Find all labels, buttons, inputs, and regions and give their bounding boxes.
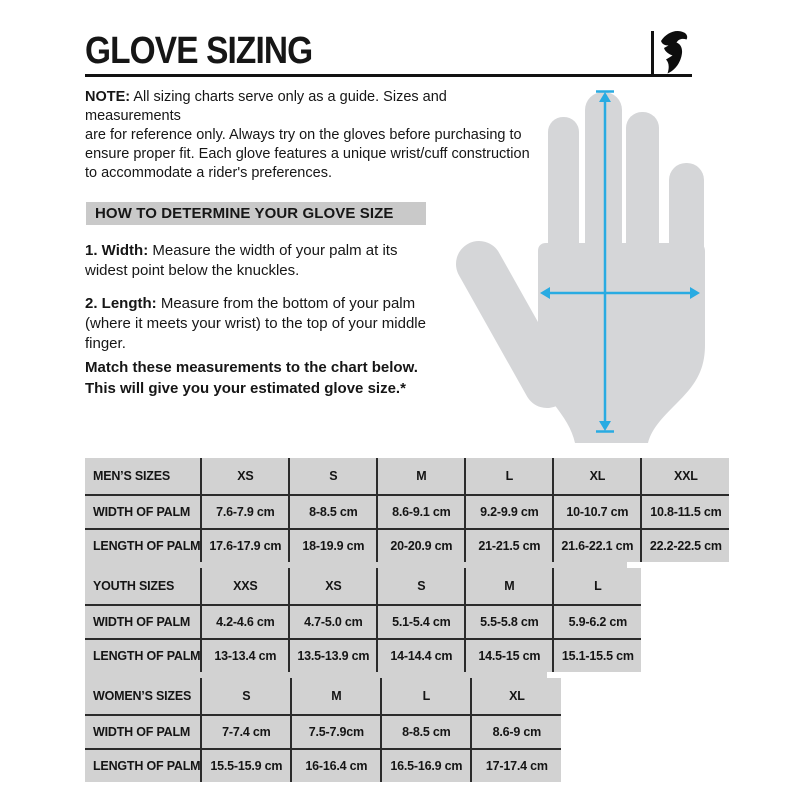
row-label: WIDTH OF PALM (85, 605, 201, 639)
size-value-cell: 21-21.5 cm (465, 529, 553, 562)
row-label: WIDTH OF PALM (85, 715, 201, 749)
thor-helmet-icon (659, 30, 689, 74)
note-line: to accommodate a rider's preferences. (85, 165, 332, 181)
size-value-cell: 5.1-5.4 cm (377, 605, 465, 639)
size-column-header: XS (201, 458, 289, 495)
size-value-cell: 4.7-5.0 cm (289, 605, 377, 639)
size-value-cell: 10-10.7 cm (553, 495, 641, 529)
middle-finger (585, 92, 622, 283)
size-value-cell: 7-7.4 cm (201, 715, 291, 749)
row-label: LENGTH OF PALM (85, 749, 201, 782)
table-title-youth: YOUTH SIZES (93, 579, 175, 593)
size-value-cell: 8.6-9.1 cm (377, 495, 465, 529)
size-value-cell: 21.6-22.1 cm (553, 529, 641, 562)
table-title-womens: WOMEN’S SIZES (93, 689, 192, 703)
size-value-cell: 15.1-15.5 cm (553, 639, 641, 672)
row-label: LENGTH OF PALM (85, 639, 201, 672)
size-column-header: S (377, 568, 465, 605)
size-column-header: M (377, 458, 465, 495)
table-row (85, 639, 641, 672)
table-row (85, 749, 561, 782)
size-column-header: M (465, 568, 553, 605)
size-column-header: L (553, 568, 641, 605)
size-value-cell: 13-13.4 cm (201, 639, 289, 672)
logo-divider-line (651, 31, 654, 74)
sizing-table-womens (85, 678, 561, 782)
size-value-cell: 17.6-17.9 cm (201, 529, 289, 562)
match-instruction (85, 357, 445, 399)
size-value-cell: 10.8-11.5 cm (641, 495, 729, 529)
size-value-cell: 18-19.9 cm (289, 529, 377, 562)
note-line: ensure proper fit. Each glove features a unique wrist/cuff construction (85, 146, 530, 162)
pinky-finger (669, 163, 704, 298)
table-row (85, 715, 561, 749)
ring-finger (626, 112, 659, 283)
note-line: All sizing charts serve only as a guide. Sizes and measurements (85, 89, 447, 124)
hand-silhouette (445, 83, 750, 448)
note-line: are for reference only. Always try on the gloves before purchasing to (85, 127, 522, 143)
section-header: HOW TO DETERMINE YOUR GLOVE SIZE (86, 202, 426, 225)
step-width-text: Measure the width of your palm at its widest point below the knuckles. (85, 242, 398, 279)
sizing-table-youth (85, 568, 641, 672)
row-label: WIDTH OF PALM (85, 495, 201, 529)
size-column-header: XL (553, 458, 641, 495)
page-title (85, 30, 343, 73)
size-value-cell: 5.5-5.8 cm (465, 605, 553, 639)
size-value-cell: 20-20.9 cm (377, 529, 465, 562)
size-column-header: XS (289, 568, 377, 605)
size-column-header: S (201, 678, 291, 715)
page-title-text: GLOVE SIZING (85, 30, 313, 72)
hand-measurement-diagram (445, 83, 750, 448)
size-column-header: XXL (641, 458, 729, 495)
size-value-cell: 8.6-9 cm (471, 715, 561, 749)
step-length-text: Measure from the bottom of your palm (where it meets your wrist) to the top of your middle finger. (85, 295, 426, 352)
row-label: LENGTH OF PALM (85, 529, 201, 562)
step-length (85, 294, 437, 354)
title-underline (85, 74, 692, 77)
step-length-label: 2. Length: (85, 295, 157, 312)
size-value-cell: 16-16.4 cm (291, 749, 381, 782)
table-row (85, 495, 729, 529)
table-row (85, 605, 641, 639)
size-column-header: S (289, 458, 377, 495)
size-value-cell: 22.2-22.5 cm (641, 529, 729, 562)
size-value-cell: 7.5-7.9cm (291, 715, 381, 749)
size-value-cell: 15.5-15.9 cm (201, 749, 291, 782)
size-value-cell: 4.2-4.6 cm (201, 605, 289, 639)
match-line-1: Match these measurements to the chart below. (85, 359, 418, 376)
table-title-mens: MEN’S SIZES (93, 469, 170, 483)
size-value-cell: 7.6-7.9 cm (201, 495, 289, 529)
size-column-header: M (291, 678, 381, 715)
brand-logo (659, 30, 689, 74)
size-column-header: XXS (201, 568, 289, 605)
step-width (85, 241, 437, 281)
size-value-cell: 8-8.5 cm (381, 715, 471, 749)
index-finger (548, 117, 579, 283)
sizing-table-mens (85, 458, 729, 562)
step-width-label: 1. Width: (85, 242, 149, 259)
size-value-cell: 5.9-6.2 cm (553, 605, 641, 639)
size-value-cell: 14-14.4 cm (377, 639, 465, 672)
note-label: NOTE: (85, 89, 131, 105)
size-column-header: XL (471, 678, 561, 715)
table-row (85, 529, 729, 562)
size-value-cell: 14.5-15 cm (465, 639, 553, 672)
size-column-header: L (381, 678, 471, 715)
size-column-header: L (465, 458, 553, 495)
size-value-cell: 17-17.4 cm (471, 749, 561, 782)
size-value-cell: 8-8.5 cm (289, 495, 377, 529)
match-line-2: This will give you your estimated glove size.* (85, 380, 406, 397)
size-value-cell: 9.2-9.9 cm (465, 495, 553, 529)
size-value-cell: 16.5-16.9 cm (381, 749, 471, 782)
size-tables (85, 458, 729, 782)
thumb-shape (479, 264, 547, 385)
size-value-cell: 13.5-13.9 cm (289, 639, 377, 672)
